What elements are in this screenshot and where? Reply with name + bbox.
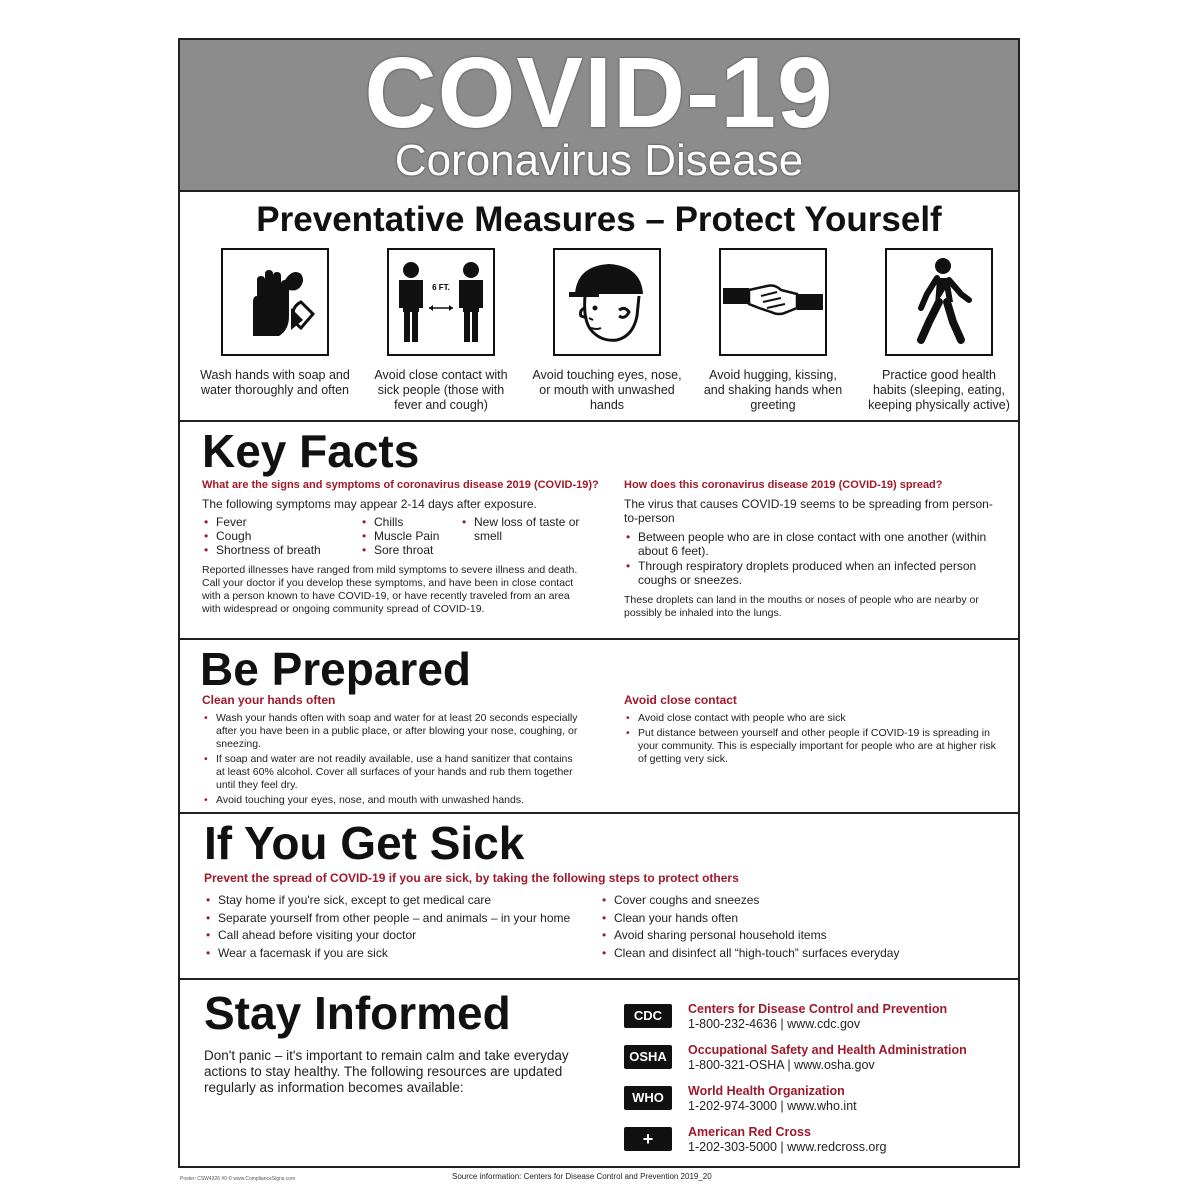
symptoms-body: Reported illnesses have ranged from mild symptoms to severe illness and death. Call your doctor if you develop these symptoms, and have been in close contact with a person known to have COVID-19, or have recently traveled from an area with widespread or ongoing community spread of COVID-19. [202,564,578,615]
symptom-item: • Sore throat [360,543,460,557]
prevention-item [200,248,350,398]
get-sick-title: If You Get Sick [204,817,525,869]
poster-title: COVID-19 [364,37,834,149]
get-sick-item: • Clean and disinfect all “high-touch” surfaces everyday [600,945,1000,963]
prevention-icons [200,248,1010,418]
get-sick-item: • Avoid sharing personal household items [600,927,1000,945]
symptoms-list-2 [360,515,460,557]
close-contact-item: • Put distance between yourself and other people if COVID-19 is spreading in your community. This is especially important for people who are at higher risk of getting very sick. [624,727,1004,766]
spread-list [624,530,994,587]
red-cross-icon: + [624,1127,672,1151]
spread-item: • Between people who are in close contact with one another (within about 6 feet). [624,530,994,558]
get-sick-item: • Separate yourself from other people – and animals – in your home [204,910,594,928]
handshake-icon [719,248,827,356]
prevention-caption: Wash hands with soap and water thoroughly and often [200,368,350,397]
resource-osha [624,1043,1014,1077]
clean-hands-heading: Clean your hands often [202,693,336,707]
get-sick-item: • Cover coughs and sneezes [600,892,1000,910]
prevention-item [532,248,682,413]
resource-contact: 1-202-303-5000 | www.redcross.org [688,1140,887,1154]
stay-informed-title: Stay Informed [204,987,511,1039]
symptoms-question: What are the signs and symptoms of coronavirus disease 2019 (COVID-19)? [202,479,599,491]
resource-name: Occupational Safety and Health Administration [688,1043,967,1057]
prevention-caption: Avoid close contact with sick people (those with fever and cough) [374,368,508,412]
resource-contact: 1-800-321-OSHA | www.osha.gov [688,1058,875,1072]
social-distance-icon [387,248,495,356]
resource-name: Centers for Disease Control and Prevention [688,1002,948,1016]
resource-name: American Red Cross [688,1125,811,1139]
symptom-item: • Muscle Pain [360,529,460,543]
prevention-item [366,248,516,413]
get-sick-item: • Clean your hands often [600,910,1000,928]
symptom-item: • Fever [202,515,342,529]
cdc-badge: CDC [624,1004,672,1028]
be-prepared-title: Be Prepared [200,643,472,695]
spread-question: How does this coronavirus disease 2019 (COVID-19) spread? [624,479,943,491]
resource-red-cross [624,1125,1014,1159]
preventative-title: Preventative Measures – Protect Yourself [256,200,942,239]
close-contact-item: • Avoid close contact with people who are sick [624,712,1004,725]
key-facts-title: Key Facts [202,425,420,477]
who-badge: WHO [624,1086,672,1110]
symptoms-intro: The following symptoms may appear 2-14 days after exposure. [202,497,537,511]
clean-hands-item: • Wash your hands often with soap and water for at least 20 seconds especially after you have been in a public place, or after blowing your nose, coughing, or sneezing. [202,712,580,751]
spread-item: • Through respiratory droplets produced when an infected person coughs or sneezes. [624,559,994,587]
prevention-item [698,248,848,413]
get-sick-subtitle: Prevent the spread of COVID-19 if you are sick, by taking the following steps to protect others [204,871,739,885]
resource-contact: 1-202-974-3000 | www.who.int [688,1099,857,1113]
title-banner [180,37,1018,192]
prevention-item [864,248,1014,413]
resource-contact: 1-800-232-4636 | www.cdc.gov [688,1017,861,1031]
poster-subtitle: Coronavirus Disease [394,136,804,185]
get-sick-item: • Stay home if you're sick, except to get medical care [204,892,594,910]
be-prepared-section [180,640,1018,814]
clean-hands-item: • If soap and water are not readily available, use a hand sanitizer that contains at least 60% alcohol. Cover all surfaces of your hands and rub them together until they feel dry. [202,753,580,792]
poster-code: Poster: CSW4326 #0 © www.ComplianceSigns.com [180,1176,296,1182]
symptom-item: • New loss of taste or smell [460,515,580,543]
prevention-caption: Avoid touching eyes, nose, or mouth with unwashed hands [532,368,682,412]
resource-cdc [624,1002,1014,1036]
resource-name: World Health Organization [688,1084,845,1098]
poster [178,38,1020,1168]
symptoms-list-3 [460,515,580,543]
symptom-item: • Chills [360,515,460,529]
resource-who [624,1084,1014,1118]
close-contact-list [624,712,1004,766]
clean-hands-list [202,712,580,807]
distance-label: 6 FT. [432,283,450,292]
clean-hands-item: • Avoid touching your eyes, nose, and mouth with unwashed hands. [202,794,580,807]
face-touch-icon [553,248,661,356]
if-you-get-sick-section [180,814,1018,980]
get-sick-list-right [600,892,1000,962]
prevention-caption: Avoid hugging, kissing, and shaking hands when greeting [703,368,843,412]
osha-badge: OSHA [624,1045,672,1069]
spread-intro: The virus that causes COVID-19 seems to be spreading from person-to-person [624,497,993,525]
symptom-item: • Cough [202,529,342,543]
walking-person-icon [885,248,993,356]
get-sick-item: • Call ahead before visiting your doctor [204,927,594,945]
get-sick-list-left [204,892,594,962]
symptoms-list-1 [202,515,342,557]
hand-wash-icon [221,248,329,356]
preventative-measures-section [180,190,1018,422]
prevention-caption: Practice good health habits (sleeping, eating, keeping physically active) [868,368,1010,412]
stay-informed-body: Don't panic – it's important to remain calm and take everyday actions to stay healthy. The following resources are updated regularly as information becomes available: [204,1048,569,1095]
stay-informed-section [180,980,1018,1166]
close-contact-heading: Avoid close contact [624,693,737,707]
spread-body: These droplets can land in the mouths or noses of people who are nearby or possibly be inhaled into the lungs. [624,594,979,619]
symptom-item: • Shortness of breath [202,543,342,557]
get-sick-item: • Wear a facemask if you are sick [204,945,594,963]
source-note: Source information: Centers for Disease Control and Prevention 2019_20 [452,1172,712,1181]
key-facts-section [180,422,1018,640]
